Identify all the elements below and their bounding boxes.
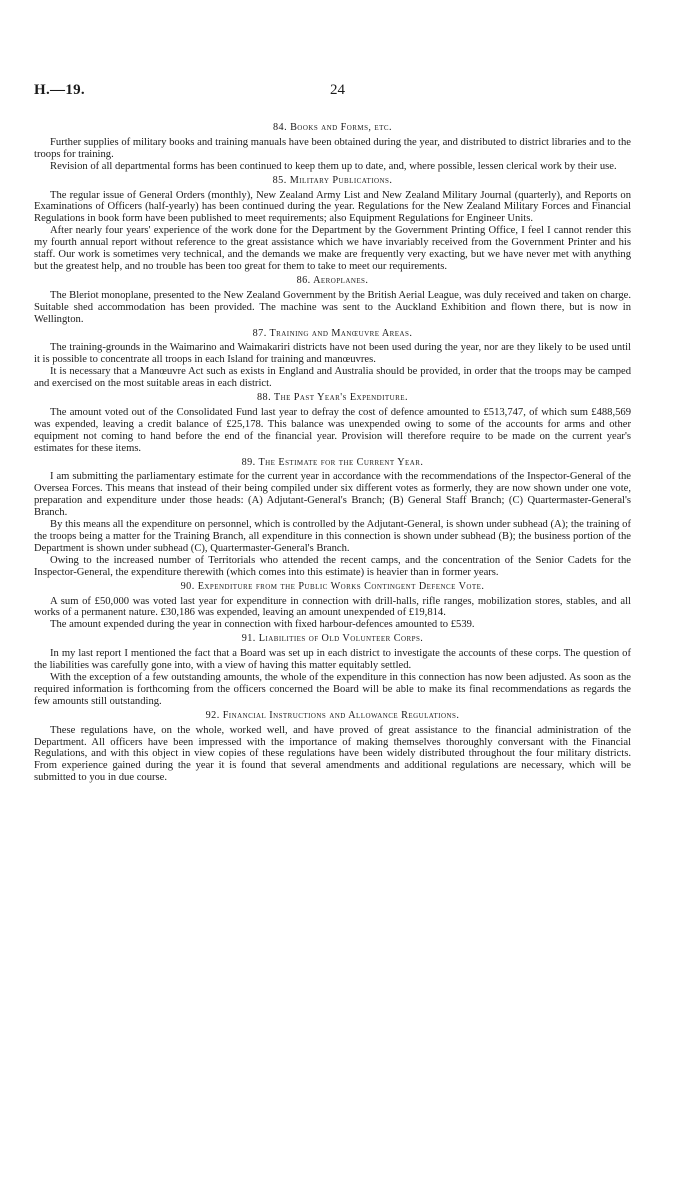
section [34,457,631,579]
section [34,392,631,455]
paragraph: Revision of all departmental forms has been continued to keep them up to date, and, where possible, lessen clerical work by their use. [50,160,617,172]
paragraph: The Bleriot monoplane, presented to the New Zealand Government by the British Aerial League, was duly received and taken on charge. Suitable shed accommodation has been provided. The machine was sent to the Auckland Exhibition and flown there, but is now in Wellington. [34,289,631,325]
paragraph: The amount expended during the year in connection with fixed harbour-defences amounted to £539. [50,619,475,631]
page-header [34,82,664,104]
paragraph: These regulations have, on the whole, worked well, and have proved of great assistance to the financial administration of the Department. All officers have been impressed with the importance of making themselves thoroughly conversant with the Financial Regulations, and with this object in view copies of these regulations have been widely distributed throughout the four military districts. From experience gained during the year it is found that several amendments and additional regulations are necessary, which will be submitted to you in due course. [34,724,631,784]
section-heading: 84. Books and Forms, etc. [272,122,392,133]
section [34,275,631,326]
paragraph: The training-grounds in the Waimarino and Waimakariri districts have not been used during the year, nor are they likely to be used until it is possible to concentrate all troops in each Island for training and manœuvres. [34,342,631,366]
paragraph: The regular issue of General Orders (monthly), New Zealand Army List and New Zealand Military Journal (quarterly), and Reports on Examinations of Officers (half-yearly) has been continued during the year. Regulations for the New Zealand Military Forces and Financial Regulations in book form have been published to meet requirements; also Equipment Regulations for Engineer Units. [34,189,631,225]
section [34,581,631,632]
paragraph: By this means all the expenditure on personnel, which is controlled by the Adjutant-General, is shown under subhead (A); the training of the troops being a matter for the Training Branch, all expenditure in this connection is shown under subhead (B); the business portion of the Department is shown under subhead (C), Quartermaster-General's Branch. [34,519,631,554]
paragraph: It is necessary that a Manœuvre Act such as exists in England and Australia should be provided, in order that the troops may be camped and exercised on the most suitable areas in each district. [34,366,631,390]
paragraph: The amount voted out of the Consolidated Fund last year to defray the cost of defence amounted to £513,747, of which sum £488,569 was expended, leaving a credit balance of £25,178. This balance was unexpended owing to some of the accounts for arms and other equipment not coming to hand before the end of the financial year. Provision will therefore require to be made on the current year's estimates for these items. [34,406,631,454]
section-heading: 88. The Past Year's Expenditure. [257,392,408,404]
section-heading: 92. Financial Instructions and Allowance Regulations. [205,709,460,721]
paragraph: I am submitting the parliamentary estimate for the current year in accordance with the recommendations of the Inspector-General of the Oversea Forces. This means that instead of their being compiled under six different votes as formerly, they are now shown under one vote, preparation and expenditure under those heads: (A) Adjutant-General's Branch; (B) General Staff Branch; (C) Quartermaster-General's Branch. [34,471,631,519]
section-heading: 89. The Estimate for the Current Year. [241,456,424,468]
paragraph: A sum of £50,000 was voted last year for expenditure in connection with drill-halls, rifle ranges, mobilization stores, stables, and all works of a permanent nature. £30,186 was expended, leaving an amount unexpended of £19,814. [34,595,631,619]
document-body [34,120,631,784]
document-code: H.—19. [34,82,85,98]
section [34,175,631,273]
paragraph: In my last report I mentioned the fact that a Board was set up in each district to investigate the accounts of these corps. The question of the liabilities was carefully gone into, with a view of having this matter equitably settled. [34,648,631,672]
paragraph: After nearly four years' experience of the work done for the Department by the Government Printing Office, I feel I cannot render this my fourth annual report without reference to the great assistance which we have invariably received from the Government Printer and his staff. Our work is sometimes very technical, and the demands we make are frequently very exacting, but we have never met with anything but the greatest help, and no trouble has been too great for them to take to meet our requirements. [34,225,631,272]
paragraph: Owing to the increased number of Territorials who attended the recent camps, and the concentration of the Senior Cadets for the Inspector-General, the expenditure therewith (which comes into this estimate) is heavier than in former years. [34,554,631,578]
section [34,710,631,784]
section-heading: 87. Training and Manœuvre Areas. [252,327,413,339]
paragraph: Further supplies of military books and training manuals have been obtained during the year, and distributed to district libraries and to the troops for training. [34,136,631,160]
page-number: 24 [330,82,345,98]
section-heading: 90. Expenditure from the Public Works Contingent Defence Vote. [180,580,485,592]
section-heading: 86. Aeroplanes. [296,274,369,286]
section-heading: 91. Liabilities of Old Volunteer Corps. [241,633,424,645]
section [34,328,631,391]
paragraph: With the exception of a few outstanding amounts, the whole of the expenditure in this connection has now been adjusted. As soon as the required information is forthcoming from the officers concerned the Board will be able to make its final recommendations as regards the few amounts still outstanding. [34,671,631,707]
section-heading: 85. Military Publications. [272,174,393,186]
section [34,122,631,173]
section [34,633,631,707]
